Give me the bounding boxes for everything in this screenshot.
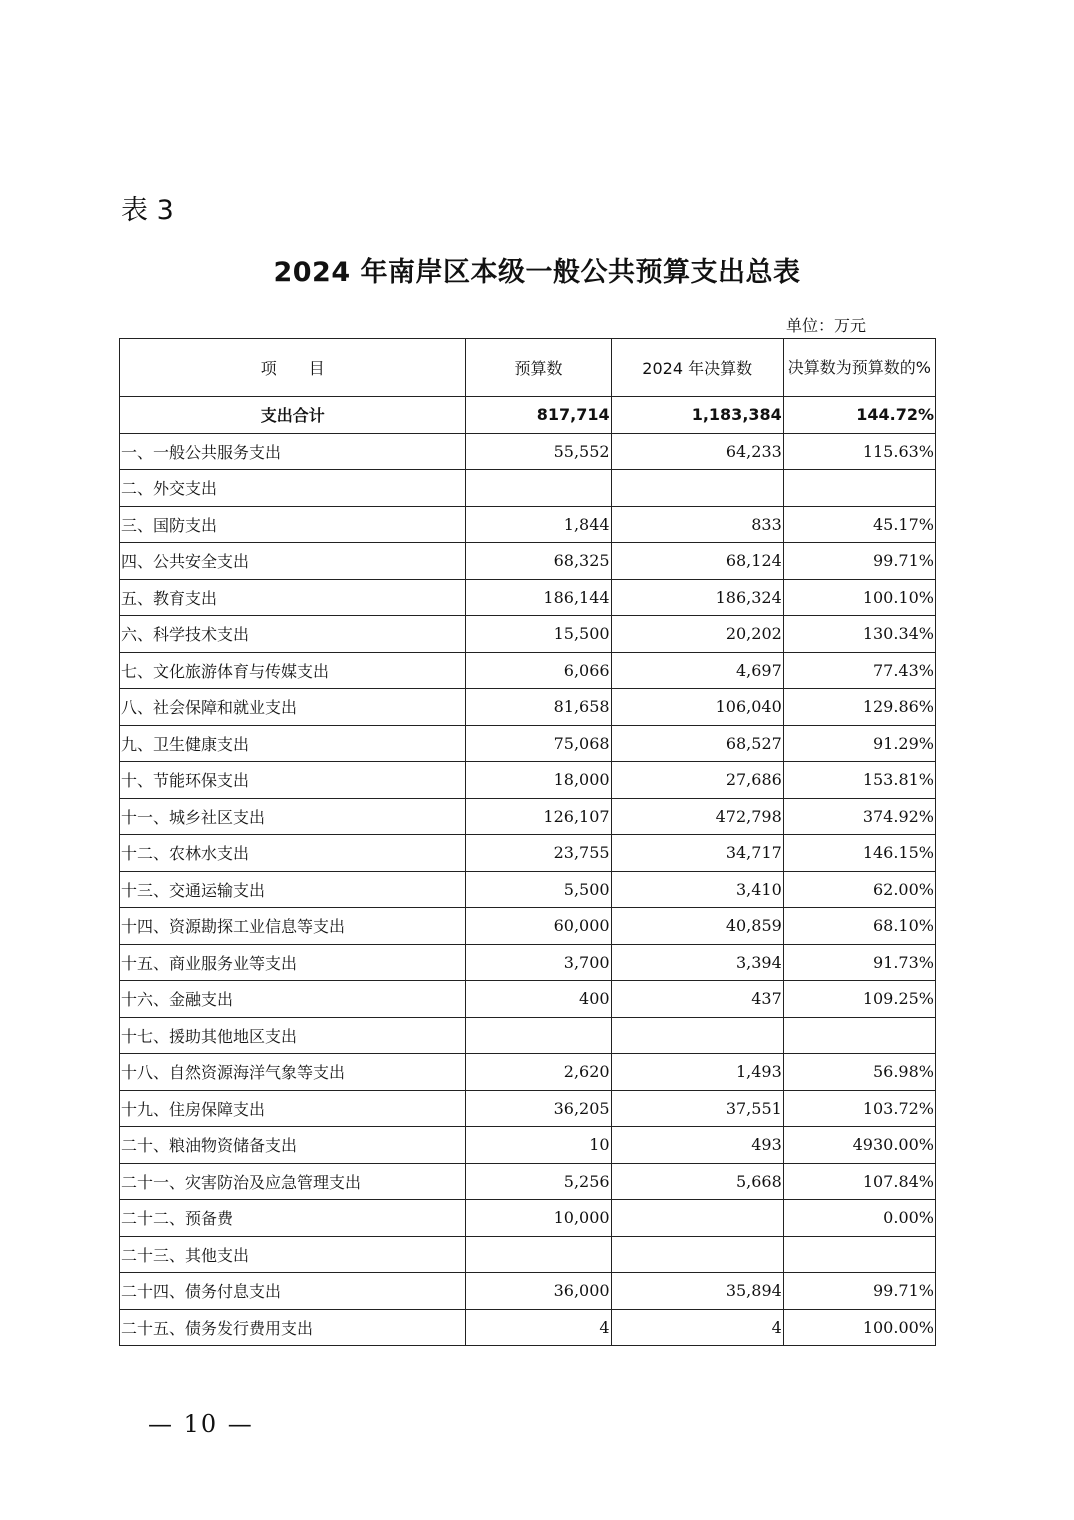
row-budget: 18,000 [466, 762, 611, 799]
row-final [611, 1200, 783, 1237]
unit-label: 单位：万元 [786, 316, 867, 335]
row-final: 106,040 [611, 689, 783, 726]
row-final: 64,233 [611, 433, 783, 470]
row-pct: 99.71% [783, 543, 935, 580]
row-budget: 10 [466, 1127, 611, 1164]
row-item: 八、社会保障和就业支出 [120, 689, 466, 726]
row-item: 三、国防支出 [120, 506, 466, 543]
total-row [120, 397, 936, 434]
row-final: 34,717 [611, 835, 783, 872]
table-row [120, 725, 936, 762]
row-final: 40,859 [611, 908, 783, 945]
table-row [120, 470, 936, 507]
row-budget: 186,144 [466, 579, 611, 616]
row-item: 二十二、预备费 [120, 1200, 466, 1237]
row-item: 十九、住房保障支出 [120, 1090, 466, 1127]
table-row [120, 1090, 936, 1127]
row-budget [466, 1017, 611, 1054]
table-row [120, 1163, 936, 1200]
row-final: 3,410 [611, 871, 783, 908]
row-final: 493 [611, 1127, 783, 1164]
table-row [120, 543, 936, 580]
row-pct: 99.71% [783, 1273, 935, 1310]
budget-table [119, 338, 936, 1346]
row-pct: 103.72% [783, 1090, 935, 1127]
row-pct [783, 470, 935, 507]
header-pct: 决算数为预算数的% [783, 339, 935, 397]
row-pct: 4930.00% [783, 1127, 935, 1164]
row-item: 一、一般公共服务支出 [120, 433, 466, 470]
row-pct: 374.92% [783, 798, 935, 835]
row-final [611, 1236, 783, 1273]
table-row [120, 689, 936, 726]
row-final: 27,686 [611, 762, 783, 799]
table-row [120, 798, 936, 835]
table-row [120, 579, 936, 616]
row-final: 472,798 [611, 798, 783, 835]
row-item: 十一、城乡社区支出 [120, 798, 466, 835]
table-row [120, 1236, 936, 1273]
row-final: 3,394 [611, 944, 783, 981]
table-label: 表 3 [121, 195, 174, 226]
row-budget: 10,000 [466, 1200, 611, 1237]
row-budget: 5,256 [466, 1163, 611, 1200]
row-pct: 146.15% [783, 835, 935, 872]
row-pct: 115.63% [783, 433, 935, 470]
row-item: 四、公共安全支出 [120, 543, 466, 580]
header-row [120, 339, 936, 397]
table-row [120, 1200, 936, 1237]
row-item: 十二、农林水支出 [120, 835, 466, 872]
row-final: 5,668 [611, 1163, 783, 1200]
total-final: 1,183,384 [611, 397, 783, 434]
header-budget: 预算数 [466, 339, 611, 397]
total-item: 支出合计 [120, 397, 466, 434]
row-budget: 1,844 [466, 506, 611, 543]
row-item: 十七、援助其他地区支出 [120, 1017, 466, 1054]
row-item: 二、外交支出 [120, 470, 466, 507]
table-row [120, 652, 936, 689]
row-final: 833 [611, 506, 783, 543]
table-row [120, 506, 936, 543]
table-row [120, 1017, 936, 1054]
row-item: 十八、自然资源海洋气象等支出 [120, 1054, 466, 1091]
row-pct: 107.84% [783, 1163, 935, 1200]
table-row [120, 908, 936, 945]
row-budget: 5,500 [466, 871, 611, 908]
row-pct: 68.10% [783, 908, 935, 945]
row-pct: 62.00% [783, 871, 935, 908]
row-budget: 400 [466, 981, 611, 1018]
row-pct: 56.98% [783, 1054, 935, 1091]
row-budget: 3,700 [466, 944, 611, 981]
row-final [611, 470, 783, 507]
total-budget: 817,714 [466, 397, 611, 434]
row-final: 37,551 [611, 1090, 783, 1127]
row-budget: 60,000 [466, 908, 611, 945]
row-pct [783, 1236, 935, 1273]
row-item: 十六、金融支出 [120, 981, 466, 1018]
table-row [120, 1127, 936, 1164]
row-budget: 4 [466, 1309, 611, 1346]
row-pct: 109.25% [783, 981, 935, 1018]
table-row [120, 835, 936, 872]
row-pct: 100.10% [783, 579, 935, 616]
row-item: 七、文化旅游体育与传媒支出 [120, 652, 466, 689]
row-item: 二十、粮油物资储备支出 [120, 1127, 466, 1164]
row-final: 68,124 [611, 543, 783, 580]
row-final [611, 1017, 783, 1054]
row-budget [466, 470, 611, 507]
header-item: 项 目 [120, 339, 466, 397]
row-final: 437 [611, 981, 783, 1018]
row-final: 4 [611, 1309, 783, 1346]
row-item: 二十三、其他支出 [120, 1236, 466, 1273]
row-budget: 55,552 [466, 433, 611, 470]
row-pct: 91.73% [783, 944, 935, 981]
row-budget: 75,068 [466, 725, 611, 762]
row-item: 二十一、灾害防治及应急管理支出 [120, 1163, 466, 1200]
row-budget: 2,620 [466, 1054, 611, 1091]
row-item: 十四、资源勘探工业信息等支出 [120, 908, 466, 945]
row-budget: 68,325 [466, 543, 611, 580]
table-row [120, 1054, 936, 1091]
row-budget: 126,107 [466, 798, 611, 835]
row-final: 186,324 [611, 579, 783, 616]
row-item: 二十五、债务发行费用支出 [120, 1309, 466, 1346]
table-row [120, 1273, 936, 1310]
row-final: 68,527 [611, 725, 783, 762]
row-budget: 81,658 [466, 689, 611, 726]
row-item: 六、科学技术支出 [120, 616, 466, 653]
row-budget: 23,755 [466, 835, 611, 872]
row-pct: 153.81% [783, 762, 935, 799]
row-pct: 45.17% [783, 506, 935, 543]
table-row [120, 981, 936, 1018]
row-final: 35,894 [611, 1273, 783, 1310]
total-pct: 144.72% [783, 397, 935, 434]
row-budget: 36,000 [466, 1273, 611, 1310]
table-row [120, 944, 936, 981]
row-item: 二十四、债务付息支出 [120, 1273, 466, 1310]
row-pct [783, 1017, 935, 1054]
row-budget [466, 1236, 611, 1273]
row-pct: 100.00% [783, 1309, 935, 1346]
row-final: 4,697 [611, 652, 783, 689]
row-item: 十三、交通运输支出 [120, 871, 466, 908]
row-item: 十五、商业服务业等支出 [120, 944, 466, 981]
table-row [120, 762, 936, 799]
row-budget: 6,066 [466, 652, 611, 689]
row-pct: 129.86% [783, 689, 935, 726]
row-item: 十、节能环保支出 [120, 762, 466, 799]
table-row [120, 871, 936, 908]
row-pct: 130.34% [783, 616, 935, 653]
row-budget: 36,205 [466, 1090, 611, 1127]
row-pct: 77.43% [783, 652, 935, 689]
page-title: 2024 年南岸区本级一般公共预算支出总表 [273, 257, 801, 288]
row-final: 1,493 [611, 1054, 783, 1091]
header-final: 2024 年决算数 [611, 339, 783, 397]
row-pct: 91.29% [783, 725, 935, 762]
table-row [120, 433, 936, 470]
row-item: 九、卫生健康支出 [120, 725, 466, 762]
table-row [120, 616, 936, 653]
row-budget: 15,500 [466, 616, 611, 653]
row-item: 五、教育支出 [120, 579, 466, 616]
table-row [120, 1309, 936, 1346]
page-number: — 10 — [148, 1410, 254, 1438]
row-pct: 0.00% [783, 1200, 935, 1237]
row-final: 20,202 [611, 616, 783, 653]
